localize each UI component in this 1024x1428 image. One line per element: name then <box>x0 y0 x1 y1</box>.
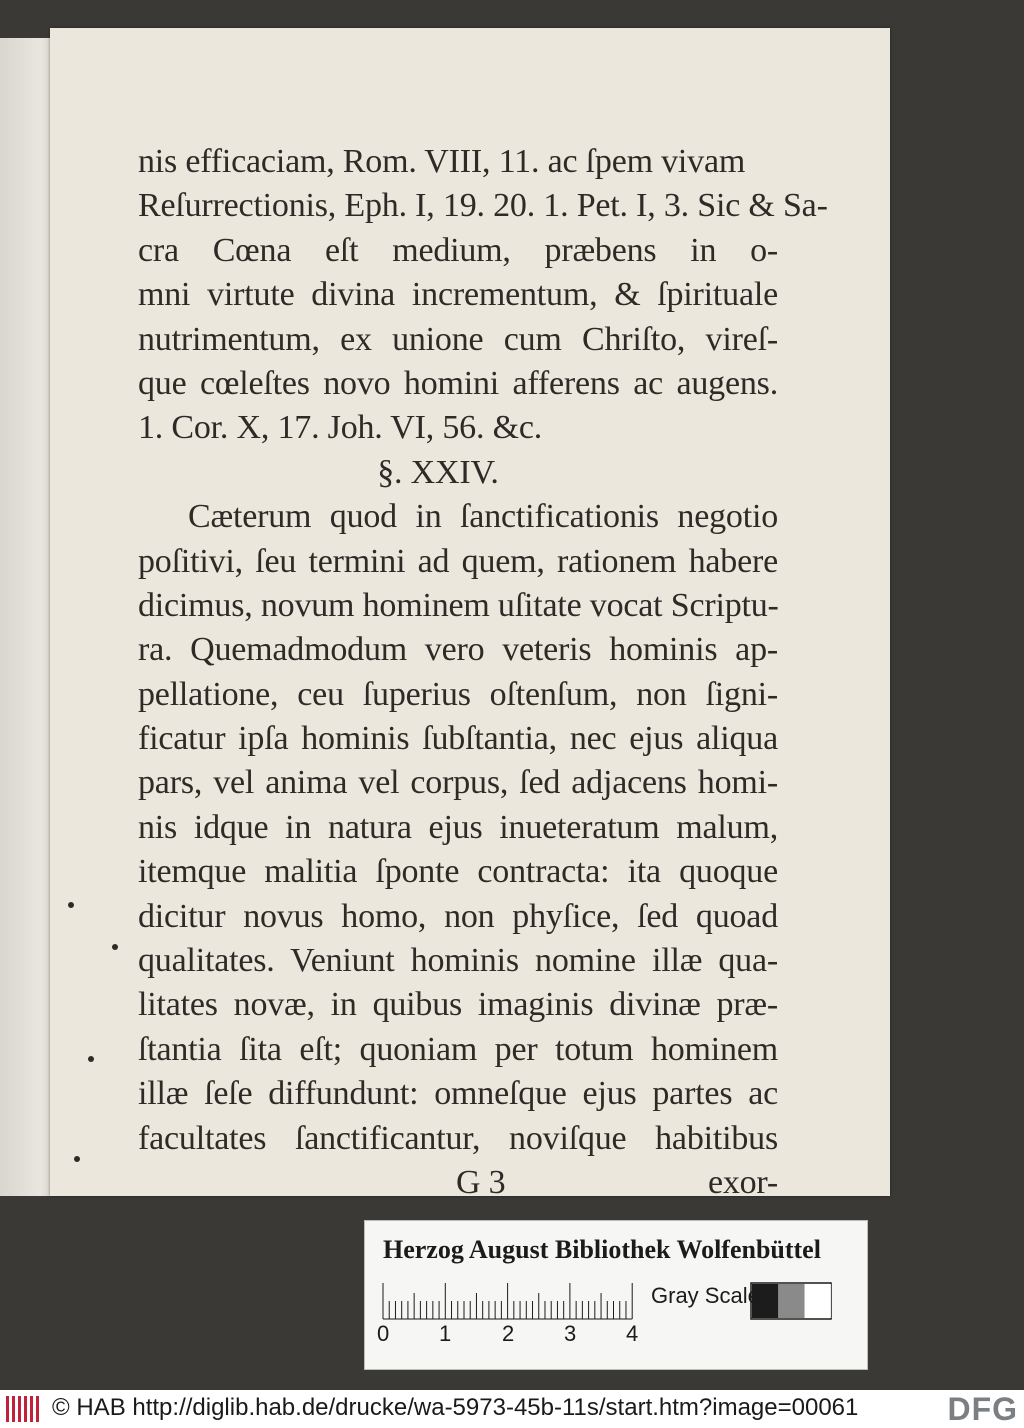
text-line: Cæterum quod in ſanctificationis negotio <box>188 498 778 536</box>
text-line: litates novæ, in quibus imaginis divinæ præ- <box>138 986 778 1024</box>
margin-dot <box>68 902 74 908</box>
library-name: Herzog August Bibliothek Wolfenbüttel <box>383 1235 821 1264</box>
text-line: ra. Quemadmodum vero veteris hominis ap- <box>138 631 778 669</box>
margin-dot <box>112 944 118 950</box>
margin-dot <box>74 1156 80 1162</box>
ruler-number: 4 <box>626 1321 639 1346</box>
margin-dot <box>88 1056 94 1062</box>
text-line: dicimus, novum hominem uſitate vocat Scriptu- <box>138 586 779 624</box>
page-footer-line <box>138 1161 778 1205</box>
signature-mark: G 3 <box>456 1163 506 1201</box>
text-line: pars, vel anima vel corpus, ſed adjacens homi- <box>138 764 778 802</box>
ruler-number: 3 <box>564 1321 577 1346</box>
text-line: facultates ſanctificantur, noviſque habitibus <box>138 1119 778 1157</box>
text-line: ficatur ipſa hominis ſubſtantia, nec ejus aliqua <box>138 720 778 758</box>
text-line: cra Cœna eſt medium, præbens in o- <box>138 231 778 269</box>
ruler-number: 0 <box>377 1321 390 1346</box>
text-line: pellatione, ceu ſuperius oſtenſum, non ſigni- <box>138 675 778 713</box>
footer-bar <box>0 1390 1024 1428</box>
text-line: nis efficaciam, Rom. VIII, 11. ac ſpem vivam <box>138 143 746 180</box>
section-heading: §. XXIV. <box>377 453 499 491</box>
scale-card <box>364 1220 868 1370</box>
gray-scale-label: Gray Scale <box>651 1283 760 1308</box>
gray-swatch <box>805 1284 831 1318</box>
text-line: dicitur novus homo, non phyſice, ſed quoad <box>138 897 778 935</box>
text-line: nis idque in natura ejus inueteratum malum, <box>138 808 778 846</box>
gray-swatch <box>778 1284 804 1318</box>
ruler-number: 2 <box>502 1321 515 1346</box>
text-line: itemque malitia ſponte contracta: ita quoque <box>138 853 778 891</box>
text-line: qualitates. Veniunt hominis nomine illæ qua- <box>138 942 778 980</box>
hab-logo-icon <box>4 1394 42 1424</box>
dfg-logo-icon: DFG <box>947 1391 1018 1427</box>
text-line: Reſurrectionis, Eph. I, 19. 20. 1. Pet. I, 3. Sic & Sa- <box>138 187 828 225</box>
ruler-number: 1 <box>439 1321 452 1346</box>
text-line: illæ ſeſe diffundunt: omneſque ejus partes ac <box>138 1075 778 1113</box>
text-line: mni virtute divina incrementum, & ſpirituale <box>138 276 778 314</box>
page-text <box>138 140 828 1205</box>
text-line: poſitivi, ſeu termini ad quem, rationem habere <box>138 542 778 580</box>
text-line: que cœleſtes novo homini afferens ac augens. <box>138 364 778 402</box>
text-line: 1. Cor. X, 17. Joh. VI, 56. &c. <box>138 409 543 447</box>
catchword: exor- <box>707 1163 778 1201</box>
text-line: nutrimentum, ex unione cum Chriſto, vireſ- <box>138 320 778 358</box>
text-line: ſtantia ſita eſt; quoniam per totum hominem <box>138 1030 778 1068</box>
copyright-link[interactable]: © HAB http://diglib.hab.de/drucke/wa-5973-45b-11s/start.htm?image=00061 <box>52 1394 859 1421</box>
